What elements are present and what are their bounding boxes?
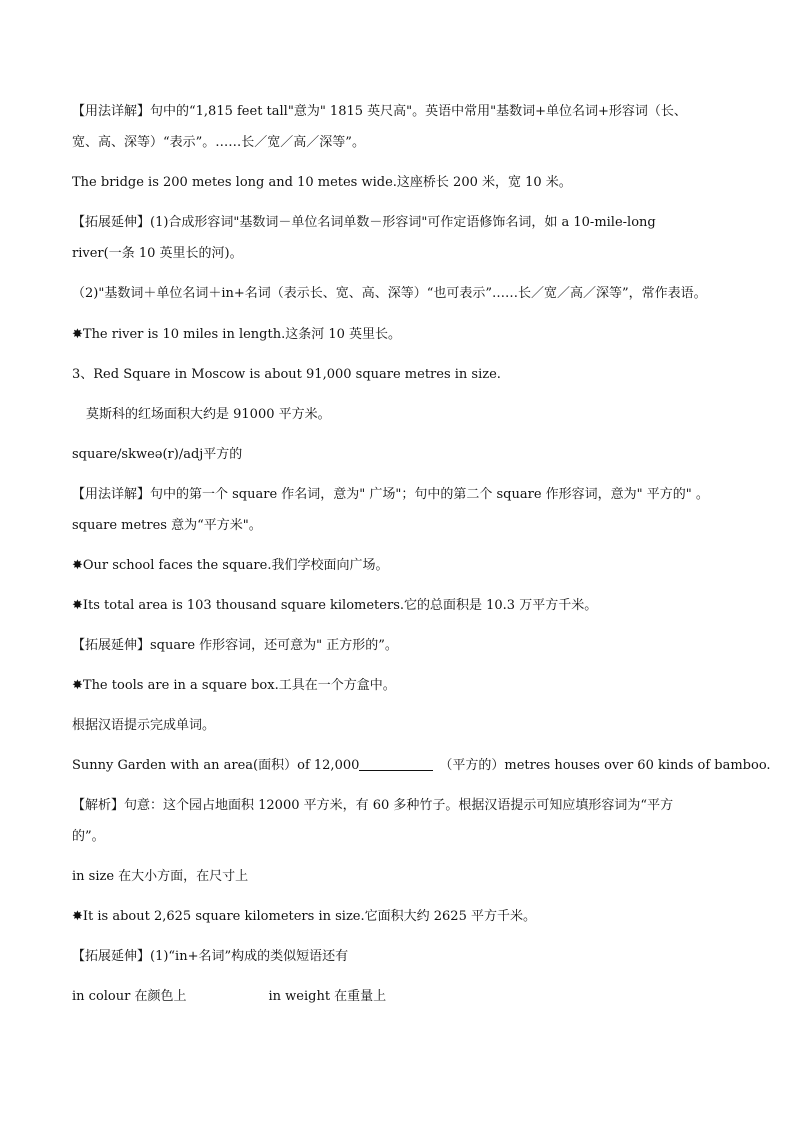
exercise-text-after: （平方的）metres houses over 60 kinds of bamboo.: [439, 758, 771, 773]
phrase-in-size: in size 在大小方面，在尺寸上: [72, 869, 249, 884]
usage-detail-2-line-1: 【用法详解】句中的第一个 square 作名词，意为" 广场"；句中的第二个 square 作形容词，意为" 平方的" 。: [72, 487, 709, 502]
example-in-size: ✸It is about 2,625 square kilometers in size.它面积大约 2625 平方千米。: [72, 909, 536, 924]
example-school: ✸Our school faces the square.我们学校面向广场。: [72, 558, 389, 573]
extension-1-line-1: 【拓展延伸】(1)合成形容词"基数词－单位名词单数－形容词"可作定语修饰名词，如 a 10-mile-long: [72, 215, 656, 230]
sentence-3-translation: 莫斯科的红场面积大约是 91000 平方米。: [86, 407, 331, 422]
phrase-list: [72, 985, 732, 1009]
usage-detail-1-line-2: 宽、高、深等）“表示”。……长／宽／高／深等”。: [72, 135, 365, 150]
extension-2: （2)"基数词＋单位名词＋in+名词（表示长、宽、高、深等）“也可表示”……长／宽／高／深等”，常作表语。: [72, 286, 707, 301]
analysis-line-2: 的”。: [72, 829, 105, 844]
vocab-square: square/skweə(r)/adj平方的: [72, 447, 243, 462]
example-area: ✸Its total area is 103 thousand square kilometers.它的总面积是 10.3 万平方千米。: [72, 598, 598, 613]
sentence-3: 3、Red Square in Moscow is about 91,000 square metres in size.: [72, 367, 501, 382]
analysis-line-1: 【解析】句意：这个园占地面积 12000 平方米，有 60 多种竹子。根据汉语提示可知应填形容词为“平方: [72, 798, 674, 813]
exercise-instruction: 根据汉语提示完成单词。: [72, 718, 216, 733]
usage-detail-2-line-2: square metres 意为“平方米"。: [72, 518, 262, 533]
extension-3: 【拓展延伸】square 作形容词，还可意为" 正方形的”。: [72, 638, 398, 653]
exercise-sentence: [72, 754, 771, 778]
usage-detail-1-line-1: 【用法详解】句中的“1,815 feet tall"意为" 1815 英尺高"。英语中常用"基数词+单位名词+形容词（长、: [72, 104, 687, 119]
extension-4: 【拓展延伸】(1)“in+名词”构成的类似短语还有: [72, 949, 349, 964]
exercise-text-before: Sunny Garden with an area(面积）of 12,000: [72, 758, 360, 773]
example-tools: ✸The tools are in a square box.工具在一个方盒中。: [72, 678, 396, 693]
phrase-in-weight: in weight 在重量上: [268, 989, 387, 1004]
example-river: ✸The river is 10 miles in length.这条河 10 英里长。: [72, 327, 402, 342]
example-bridge: The bridge is 200 metes long and 10 metes wide.这座桥长 200 米，宽 10 米。: [72, 175, 572, 190]
answer-blank[interactable]: [359, 756, 433, 771]
phrase-in-colour: in colour 在颜色上: [72, 989, 187, 1004]
extension-1-line-2: river(一条 10 英里长的河)。: [72, 246, 243, 261]
